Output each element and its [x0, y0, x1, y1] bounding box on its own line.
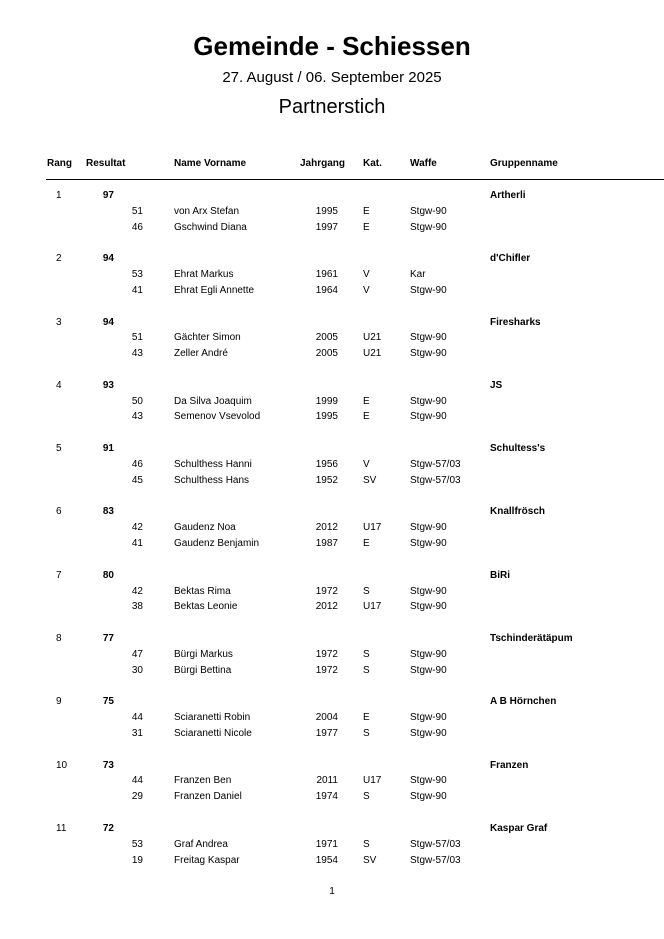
member-year: 2005 — [315, 348, 338, 360]
member-name: Ehrat Egli Annette — [174, 284, 255, 296]
member-name: Bürgi Bettina — [174, 664, 232, 676]
team-rank: 8 — [56, 633, 62, 645]
member-name: Bürgi Markus — [174, 648, 233, 660]
team-row — [0, 441, 664, 457]
member-weapon: Stgw-90 — [410, 522, 447, 534]
team-rank: 3 — [56, 316, 62, 328]
member-year: 1997 — [315, 221, 338, 233]
page-title: Gemeinde - Schiessen — [193, 31, 471, 61]
member-weapon: Stgw-90 — [410, 727, 447, 739]
member-row — [0, 584, 664, 600]
member-year: 1974 — [315, 791, 338, 803]
member-weapon: Stgw-90 — [410, 791, 447, 803]
team-row — [0, 315, 664, 331]
team-entry — [0, 441, 664, 504]
team-entry — [0, 504, 664, 567]
member-row — [0, 283, 664, 299]
results-list — [0, 188, 664, 884]
member-year: 1972 — [315, 585, 338, 597]
member-name: Gächter Simon — [174, 332, 241, 344]
member-category: S — [363, 727, 370, 739]
member-year: 1977 — [315, 727, 338, 739]
member-category: E — [363, 538, 370, 550]
member-year: 2012 — [315, 522, 338, 534]
member-year: 1995 — [315, 411, 338, 423]
team-entry — [0, 821, 664, 884]
member-row — [0, 536, 664, 552]
member-category: E — [363, 712, 370, 724]
member-weapon: Stgw-57/03 — [410, 458, 461, 470]
member-category: V — [363, 458, 370, 470]
team-entry — [0, 188, 664, 251]
team-result: 94 — [102, 253, 114, 265]
member-category: E — [363, 411, 370, 423]
member-row — [0, 520, 664, 536]
team-result: 72 — [102, 822, 114, 834]
member-row — [0, 473, 664, 489]
team-name: d'Chifler — [490, 253, 531, 265]
member-score: 47 — [131, 648, 143, 660]
member-score: 41 — [131, 538, 143, 550]
team-row — [0, 631, 664, 647]
member-score: 44 — [131, 712, 143, 724]
member-row — [0, 789, 664, 805]
team-name: A B Hörnchen — [490, 696, 557, 708]
member-score: 50 — [131, 395, 143, 407]
team-entry — [0, 378, 664, 441]
member-name: Schulthess Hans — [174, 474, 250, 486]
member-row — [0, 204, 664, 220]
member-score: 53 — [131, 838, 143, 850]
team-rank: 9 — [56, 696, 62, 708]
member-name: Freitag Kaspar — [174, 854, 240, 866]
member-year: 1972 — [315, 648, 338, 660]
member-score: 41 — [131, 284, 143, 296]
col-header-resultat: Resultat — [86, 158, 126, 169]
member-weapon: Stgw-90 — [410, 712, 447, 724]
team-name: Franzen — [490, 759, 529, 771]
col-header-waffe: Waffe — [410, 158, 437, 169]
member-weapon: Stgw-90 — [410, 205, 447, 217]
team-rank: 6 — [56, 506, 62, 518]
member-row — [0, 220, 664, 236]
member-name: Franzen Daniel — [174, 791, 242, 803]
member-category: SV — [363, 854, 377, 866]
member-year: 1999 — [315, 395, 338, 407]
member-weapon: Stgw-90 — [410, 395, 447, 407]
member-category: S — [363, 791, 370, 803]
member-score: 29 — [131, 791, 143, 803]
team-row — [0, 568, 664, 584]
member-year: 2005 — [315, 332, 338, 344]
member-score: 38 — [131, 601, 143, 613]
team-name: JS — [490, 379, 503, 391]
member-row — [0, 394, 664, 410]
member-row — [0, 267, 664, 283]
member-weapon: Stgw-57/03 — [410, 854, 461, 866]
team-rank: 2 — [56, 253, 62, 265]
member-year: 1961 — [315, 269, 338, 281]
member-name: Semenov Vsevolod — [174, 411, 261, 423]
team-name: BiRi — [490, 569, 510, 581]
team-result: 91 — [102, 443, 114, 455]
team-name: Artherli — [490, 190, 526, 201]
member-weapon: Stgw-57/03 — [410, 838, 461, 850]
member-category: S — [363, 585, 370, 597]
member-category: U17 — [363, 775, 382, 787]
member-name: Zeller André — [174, 348, 228, 360]
team-rank: 5 — [56, 443, 62, 455]
member-year: 1971 — [315, 838, 338, 850]
member-weapon: Stgw-90 — [410, 585, 447, 597]
member-score: 44 — [131, 775, 143, 787]
member-category: V — [363, 284, 370, 296]
member-weapon: Stgw-90 — [410, 348, 447, 360]
member-year: 1987 — [315, 538, 338, 550]
team-result: 83 — [102, 506, 114, 518]
member-name: Ehrat Markus — [174, 269, 234, 281]
member-row — [0, 773, 664, 789]
team-entry — [0, 568, 664, 631]
member-row — [0, 837, 664, 853]
member-row — [0, 726, 664, 742]
member-name: Gaudenz Benjamin — [174, 538, 260, 550]
col-header-jahrgang: Jahrgang — [300, 158, 346, 169]
team-name: Schultess's — [490, 443, 546, 455]
team-name: Kaspar Graf — [490, 822, 548, 834]
team-name: Firesharks — [490, 316, 541, 328]
team-result: 97 — [102, 190, 114, 201]
member-category: S — [363, 648, 370, 660]
member-score: 42 — [131, 522, 143, 534]
member-row — [0, 409, 664, 425]
col-header-rang: Rang — [47, 158, 72, 169]
member-name: Sciaranetti Nicole — [174, 727, 252, 739]
team-entry — [0, 631, 664, 694]
member-score: 51 — [131, 332, 143, 344]
member-category: E — [363, 395, 370, 407]
member-row — [0, 346, 664, 362]
member-year: 1952 — [315, 474, 338, 486]
member-year: 2011 — [316, 775, 338, 787]
member-score: 30 — [131, 664, 143, 676]
header-divider — [46, 179, 664, 180]
member-year: 1972 — [315, 664, 338, 676]
member-row — [0, 330, 664, 346]
team-name: Tschinderätäpum — [490, 633, 573, 645]
team-row — [0, 821, 664, 837]
member-year: 2012 — [315, 601, 338, 613]
member-year: 1954 — [315, 854, 338, 866]
member-year: 1956 — [315, 458, 338, 470]
member-category: E — [363, 221, 370, 233]
team-rank: 1 — [56, 190, 62, 201]
member-name: Gschwind Diana — [174, 221, 247, 233]
member-category: E — [363, 205, 370, 217]
team-rank: 7 — [56, 569, 62, 581]
member-name: Franzen Ben — [174, 775, 232, 787]
competition-name: Partnerstich — [278, 96, 386, 118]
member-category: U17 — [363, 601, 382, 613]
col-header-gruppenname: Gruppenname — [490, 158, 558, 169]
col-header-name: Name Vorname — [174, 158, 247, 169]
event-dates: 27. August / 06. September 2025 — [222, 69, 442, 86]
member-name: Schulthess Hanni — [174, 458, 252, 470]
team-result: 80 — [102, 569, 114, 581]
member-row — [0, 599, 664, 615]
member-weapon: Kar — [410, 269, 426, 281]
member-score: 42 — [131, 585, 143, 597]
member-weapon: Stgw-90 — [410, 411, 447, 423]
team-rank: 4 — [56, 379, 62, 391]
member-score: 43 — [131, 348, 143, 360]
member-weapon: Stgw-90 — [410, 601, 447, 613]
team-name: Knallfrösch — [490, 506, 546, 518]
member-score: 45 — [131, 474, 143, 486]
team-row — [0, 188, 664, 204]
member-category: U21 — [363, 348, 382, 360]
member-name: von Arx Stefan — [174, 205, 240, 217]
team-rank: 11 — [56, 822, 67, 834]
team-entry — [0, 758, 664, 821]
member-name: Sciaranetti Robin — [174, 712, 251, 724]
member-year: 1995 — [315, 205, 338, 217]
member-weapon: Stgw-90 — [410, 664, 447, 676]
member-score: 19 — [131, 854, 143, 866]
member-category: S — [363, 664, 370, 676]
member-row — [0, 663, 664, 679]
page-number: 1 — [329, 886, 335, 897]
member-name: Bektas Rima — [174, 585, 231, 597]
member-category: U21 — [363, 332, 382, 344]
team-result: 77 — [102, 633, 114, 645]
member-category: V — [363, 269, 370, 281]
member-weapon: Stgw-90 — [410, 221, 447, 233]
member-score: 46 — [131, 221, 143, 233]
member-year: 2004 — [315, 712, 338, 724]
member-category: SV — [363, 474, 377, 486]
member-weapon: Stgw-57/03 — [410, 474, 461, 486]
member-score: 46 — [131, 458, 143, 470]
member-score: 53 — [131, 269, 143, 281]
member-row — [0, 647, 664, 663]
member-weapon: Stgw-90 — [410, 284, 447, 296]
member-weapon: Stgw-90 — [410, 538, 447, 550]
member-weapon: Stgw-90 — [410, 332, 447, 344]
member-weapon: Stgw-90 — [410, 648, 447, 660]
team-row — [0, 378, 664, 394]
member-row — [0, 710, 664, 726]
member-score: 51 — [131, 205, 143, 217]
member-year: 1964 — [315, 284, 338, 296]
team-row — [0, 694, 664, 710]
member-name: Da Silva Joaquim — [174, 395, 252, 407]
member-score: 43 — [131, 411, 143, 423]
member-category: U17 — [363, 522, 382, 534]
member-score: 31 — [131, 727, 143, 739]
team-row — [0, 758, 664, 774]
team-result: 94 — [102, 316, 114, 328]
team-entry — [0, 694, 664, 757]
member-name: Graf Andrea — [174, 838, 228, 850]
team-rank: 10 — [56, 759, 68, 771]
member-weapon: Stgw-90 — [410, 775, 447, 787]
member-name: Gaudenz Noa — [174, 522, 236, 534]
member-row — [0, 853, 664, 869]
team-row — [0, 504, 664, 520]
team-result: 93 — [102, 379, 114, 391]
member-name: Bektas Leonie — [174, 601, 238, 613]
team-result: 73 — [102, 759, 114, 771]
team-row — [0, 251, 664, 267]
member-category: S — [363, 838, 370, 850]
member-row — [0, 457, 664, 473]
team-entry — [0, 251, 664, 314]
team-entry — [0, 315, 664, 378]
col-header-kat: Kat. — [363, 158, 382, 169]
team-result: 75 — [102, 696, 114, 708]
